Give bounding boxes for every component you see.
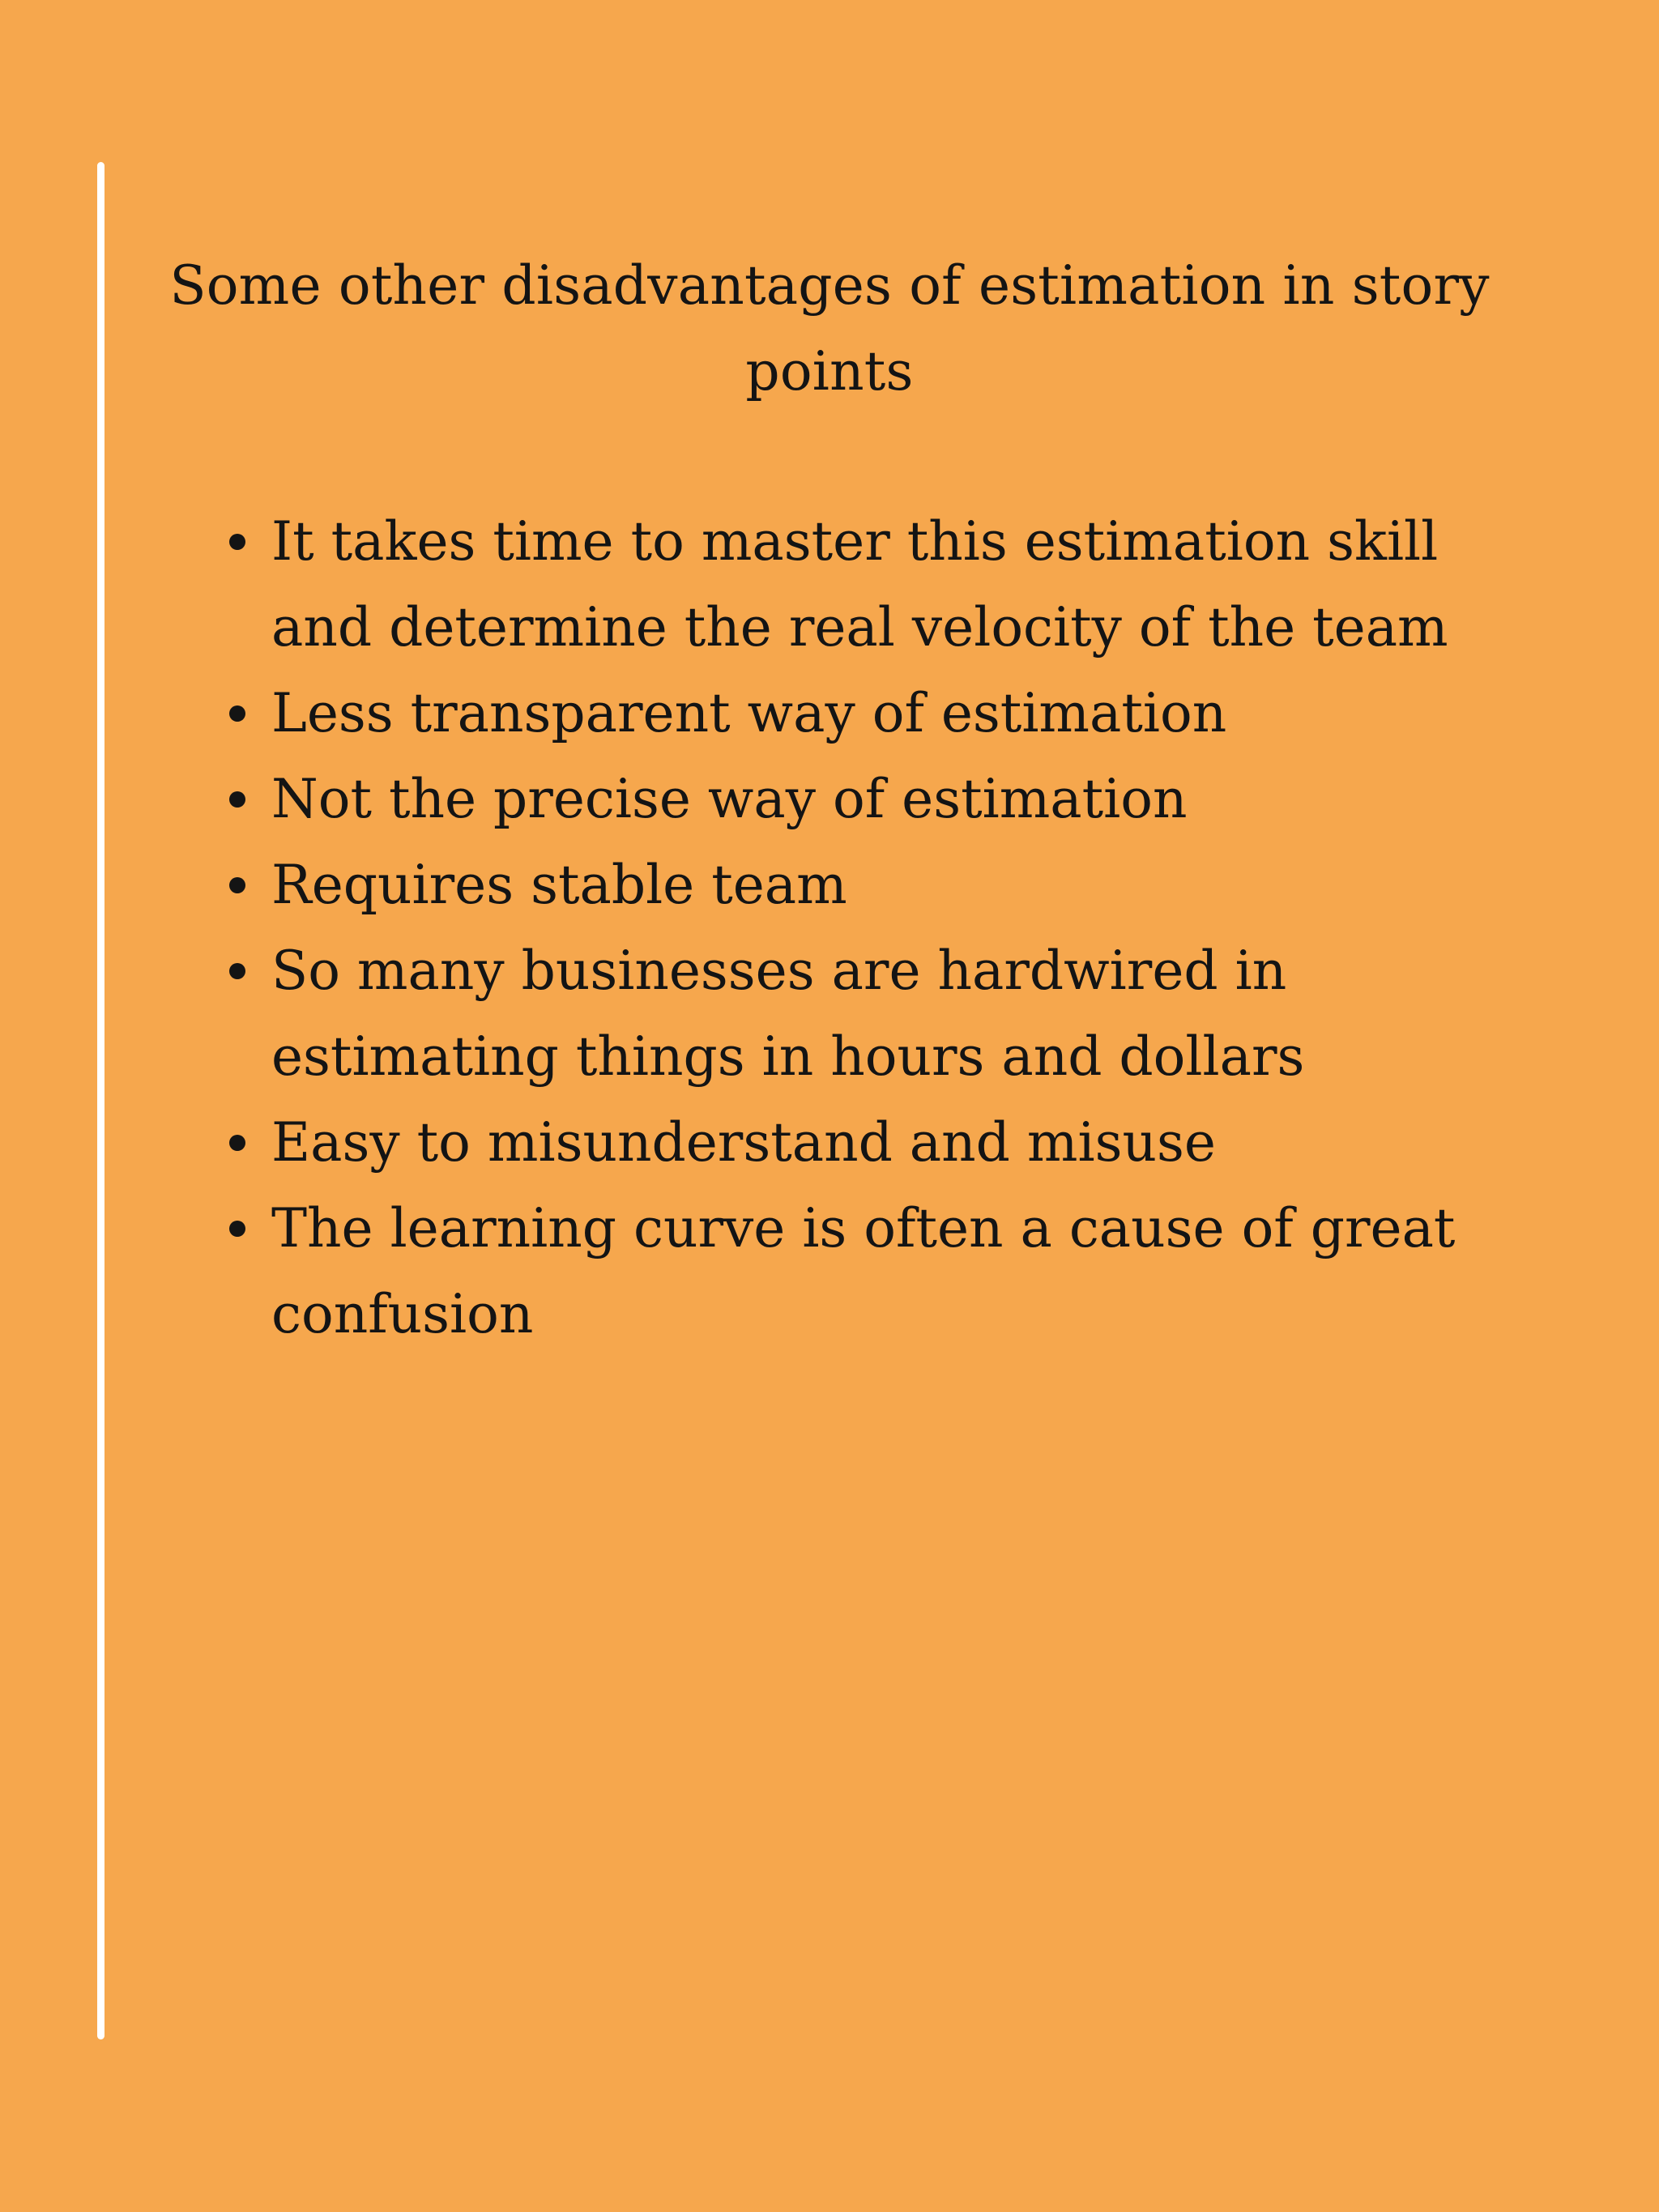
list-item-text: The learning curve is often a cause of great confusion: [271, 1197, 1456, 1345]
bullet-icon: [229, 1135, 245, 1151]
vertical-divider: [97, 162, 104, 2039]
list-item-text: It takes time to master this estimation skill and determine the real velocity of the team: [271, 510, 1448, 658]
page-title: Some other disadvantages of estimation in story points: [169, 254, 1490, 403]
bullet-icon: [229, 791, 245, 808]
list-item: [215, 1186, 1495, 1357]
list-item: [215, 671, 1495, 757]
bullet-icon: [229, 1221, 245, 1237]
list-item-text: Requires stable team: [271, 854, 847, 916]
list-item: [215, 499, 1495, 671]
list-item-text: So many businesses are hardwired in estimating things in hours and dollars: [271, 940, 1305, 1088]
list-item-text: Not the precise way of estimation: [271, 768, 1188, 830]
list-item: [215, 842, 1495, 928]
bullet-icon: [229, 963, 245, 979]
disadvantages-list: [215, 499, 1495, 1357]
bullet-icon: [229, 534, 245, 550]
bullet-icon: [229, 877, 245, 893]
list-item-text: Less transparent way of estimation: [271, 682, 1227, 744]
list-item: [215, 1100, 1495, 1186]
list-item: [215, 757, 1495, 842]
bullet-icon: [229, 705, 245, 722]
list-item: [215, 928, 1495, 1100]
list-item-text: Easy to misunderstand and misuse: [271, 1111, 1216, 1174]
